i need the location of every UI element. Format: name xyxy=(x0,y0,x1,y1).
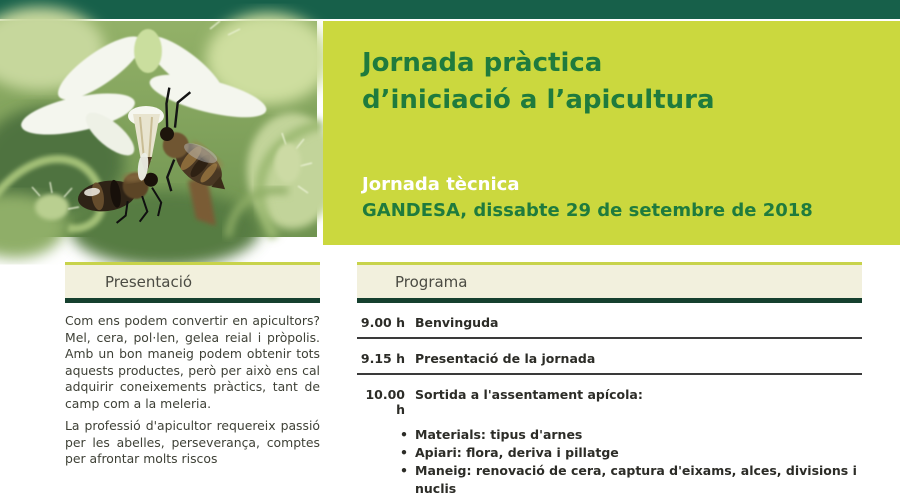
programa-row-label: Presentació de la jornada xyxy=(415,351,596,366)
programa-row-time: 10.00 h xyxy=(365,387,405,417)
presentacio-paragraph-1: Com ens podem convertir en apicultors? Mel, cera, pol·len, gelea reial i pròpolis. Amb un bon maneig podem obtenir tots aquests productes, però per això ens cal adquirir coneixements pràctics, tant de camp com a la meleria. xyxy=(65,313,320,411)
top-green-bar xyxy=(0,0,900,19)
event-location-date: GANDESA, dissabte 29 de setembre de 2018 xyxy=(362,200,813,221)
programa-bullet-item: • Maneig: renovació de cera, captura d'eixams, alces, divisions i nuclis xyxy=(415,462,862,498)
hero-banner xyxy=(323,21,900,245)
presentacio-header xyxy=(65,262,320,303)
page-title xyxy=(362,45,882,119)
programa-bullet-item: • Materials: tipus d'arnes xyxy=(415,426,862,444)
presentacio-heading: Presentació xyxy=(105,272,193,291)
page-title-line-1: Jornada pràctica xyxy=(362,48,603,78)
programa-row xyxy=(357,375,862,424)
programa-row-label: Benvinguda xyxy=(415,315,499,330)
page-title-line-2: d’iniciació a l’apicultura xyxy=(362,85,715,115)
programa-row xyxy=(357,303,862,337)
programa-header xyxy=(357,262,862,303)
programa-bullet-list xyxy=(357,426,862,498)
section-presentacio xyxy=(65,262,320,468)
programa-row-time: 9.00 h xyxy=(360,315,405,330)
programa-row xyxy=(357,339,862,373)
programa-row-label: Sortida a l'assentament apícola: xyxy=(415,387,643,402)
event-type-label: Jornada tècnica xyxy=(362,174,520,195)
presentacio-paragraph-2: La professió d'apicultor requereix passió per les abelles, perseverança, comptes per afrontar molts riscos xyxy=(65,418,320,466)
programa-bullet-item: • Apiari: flora, deriva i pillatge xyxy=(415,444,862,462)
programa-row-time: 9.15 h xyxy=(360,351,405,366)
presentacio-body xyxy=(65,313,320,468)
bee-flower-photo xyxy=(0,21,317,237)
hero-subtitle-block xyxy=(362,172,813,224)
section-programa xyxy=(357,262,862,498)
programa-heading: Programa xyxy=(395,272,468,291)
